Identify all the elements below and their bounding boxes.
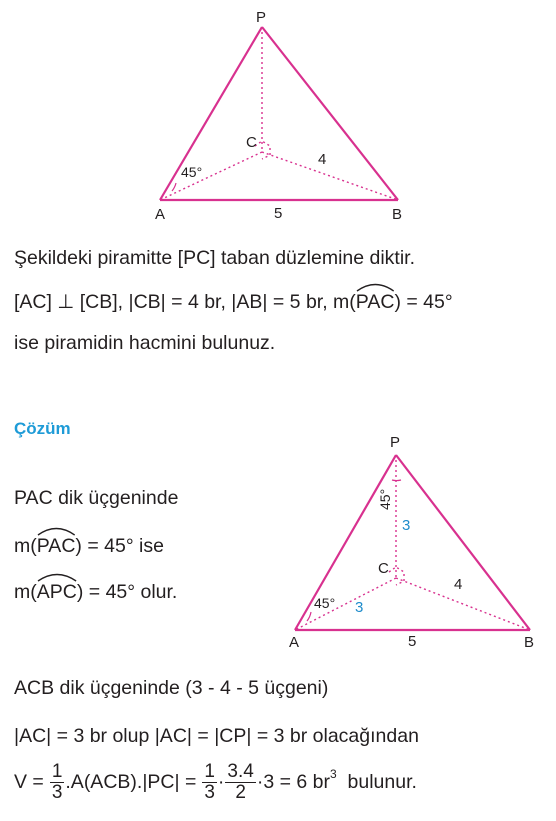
solution-text-4: ACB dik üçgeninde (3 - 4 - 5 üçgeni) (14, 677, 329, 699)
problem-line-1: Şekildeki piramitte [PC] taban düzlemine diktir. (14, 247, 416, 269)
pyramid2-outer-edges (295, 455, 530, 630)
arc-pac (356, 290, 395, 314)
vertex-c-label: C (246, 134, 257, 151)
solution-text-1: PAC dik üçgeninde (14, 487, 179, 509)
problem-line-3: ise piramidin hacmini bulunuz. (14, 332, 276, 354)
volume-formula (14, 760, 417, 804)
problem-line-2 (14, 290, 453, 314)
pyramid2-hidden-edges (295, 455, 530, 630)
problem-line-2-suffix: ) = 45° (394, 291, 453, 313)
solution-text-3 (14, 580, 177, 604)
arc-apc-text: APC (36, 581, 77, 603)
solution-text-2 (14, 534, 164, 558)
arc-pac-text: PAC (355, 291, 395, 313)
vertex-p-label: P (256, 9, 267, 26)
edge2-pc-length: 3 (402, 517, 411, 534)
edge2-ac-length: 3 (355, 599, 364, 616)
solution-heading: Çözüm (14, 419, 71, 438)
solution-text-5: |AC| = 3 br olup |AC| = |CP| = 3 br olacağından (14, 725, 419, 747)
edge-cb-length: 4 (318, 151, 327, 168)
formula-v: V = (14, 771, 44, 793)
formula-mid: .A(ACB).|PC| = (65, 771, 197, 793)
vertex-b-label: B (392, 206, 403, 223)
arc-pac-2-text: PAC (36, 535, 76, 557)
fraction-one-third-b (202, 762, 217, 803)
fraction-b-num: 1 (204, 760, 215, 782)
edge2-ab-length: 5 (408, 633, 417, 650)
fraction-a-num: 1 (51, 760, 63, 782)
vertex-a-label: A (155, 206, 166, 223)
fraction-a-den: 3 (51, 781, 63, 803)
fraction-b-den: 3 (204, 781, 215, 803)
solution-text-2-prefix: m( (14, 535, 37, 557)
solution-text-2-suffix: ) = 45° ise (75, 535, 164, 557)
fraction-area (225, 762, 255, 803)
arc-pac-2 (37, 534, 76, 558)
edge2-cb-length: 4 (454, 576, 463, 593)
angle2-p-label: 45° (377, 488, 393, 510)
formula-tail: ·3 = 6 br (256, 771, 331, 793)
vertex2-p-label: P (390, 434, 401, 451)
formula-exponent: 3 (330, 767, 337, 781)
vertex2-a-label: A (289, 634, 300, 651)
formula-end: bulunur. (336, 771, 417, 793)
formula-dot: · (217, 771, 225, 793)
angle-a-label: 45° (181, 164, 203, 180)
fraction-one-third-a (50, 762, 65, 803)
fraction-area-num: 3.4 (227, 760, 254, 782)
vertex2-b-label: B (524, 634, 535, 651)
pyramid-figure-1 (0, 0, 556, 230)
vertex2-c-label: C (378, 560, 389, 577)
solution-text-3-prefix: m( (14, 581, 37, 603)
problem-line-2-prefix: [AC] ⊥ [CB], |CB| = 4 br, |AB| = 5 br, m( (14, 291, 356, 313)
arc-apc (37, 580, 77, 604)
edge-ab-length: 5 (274, 205, 283, 222)
fraction-area-den: 2 (235, 781, 246, 803)
angle2-a-label: 45° (314, 595, 336, 611)
solution-text-3-suffix: ) = 45° olur. (76, 581, 178, 603)
